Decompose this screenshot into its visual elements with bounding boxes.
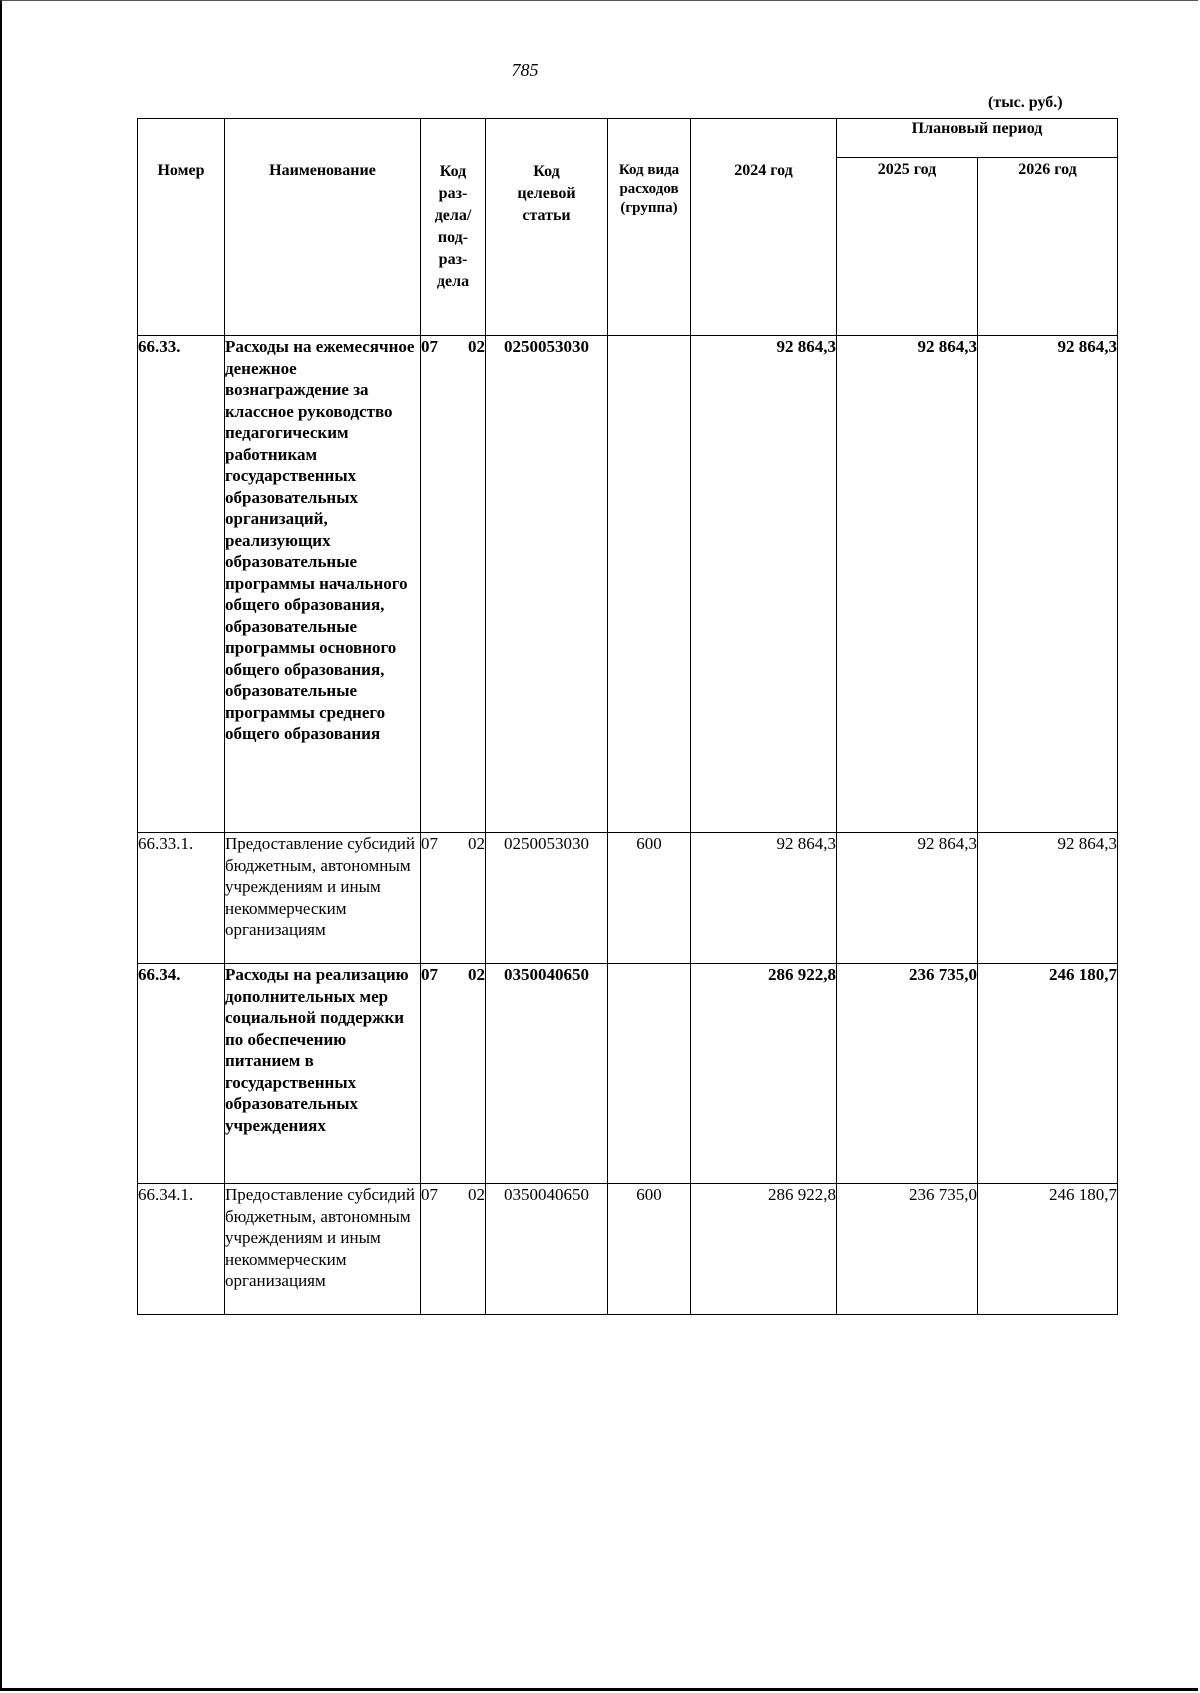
header-2025: 2025 год xyxy=(837,158,978,336)
row-2025: 236 735,0 xyxy=(837,1184,978,1315)
table-row xyxy=(138,1184,1118,1315)
row-podrazdel-code: 02 xyxy=(468,1185,485,1204)
row-number: 66.34.1. xyxy=(138,1184,225,1315)
row-name: Предоставление субсидий бюджетным, автономным учреждениям и иным некоммерческим организациям xyxy=(225,1184,421,1315)
row-celevoy: 0250053030 xyxy=(486,833,608,964)
header-razdel-line: дела/ xyxy=(434,207,472,224)
row-razdel-code: 07 xyxy=(421,337,438,356)
row-2024: 92 864,3 xyxy=(691,833,837,964)
budget-table xyxy=(137,118,1118,1315)
header-vid xyxy=(608,119,691,336)
row-2025: 236 735,0 xyxy=(837,964,978,1184)
row-vid xyxy=(608,336,691,833)
header-2026: 2026 год xyxy=(978,158,1118,336)
row-name: Предоставление субсидий бюджетным, автономным учреждениям и иным некоммерческим организациям xyxy=(225,833,421,964)
row-podrazdel-code: 02 xyxy=(468,965,485,984)
row-number: 66.33. xyxy=(138,336,225,833)
header-razdel xyxy=(421,119,486,336)
row-number: 66.34. xyxy=(138,964,225,1184)
table-row xyxy=(138,833,1118,964)
header-celevoy-line: Код xyxy=(533,163,560,180)
header-vid-line: Код вида xyxy=(618,162,680,178)
row-razdel-code: 07 xyxy=(421,1185,438,1204)
header-celevoy xyxy=(486,119,608,336)
header-vid-line: (группа) xyxy=(620,200,678,216)
row-2025: 92 864,3 xyxy=(837,336,978,833)
row-celevoy: 0350040650 xyxy=(486,1184,608,1315)
row-2024: 286 922,8 xyxy=(691,1184,837,1315)
row-podrazdel-code: 02 xyxy=(468,337,485,356)
row-podrazdel-code: 02 xyxy=(468,834,485,853)
header-row-top xyxy=(138,119,1118,158)
header-celevoy-line: целевой xyxy=(517,185,576,202)
header-planned-period: Плановый период xyxy=(837,119,1118,158)
row-name: Расходы на ежемесячное денежное вознаграждение за классное руководство педагогическим работникам государственных образовательных организаций, реализующих образовательные программы начального общего образования, образовательные программы основного общего образования, образовательные программы среднего общего образования xyxy=(225,336,421,833)
row-2026: 246 180,7 xyxy=(978,1184,1118,1315)
row-razdel-code: 07 xyxy=(421,965,438,984)
page-number: 785 xyxy=(511,60,539,80)
row-razdel xyxy=(421,833,486,964)
row-razdel xyxy=(421,964,486,1184)
row-vid: 600 xyxy=(608,833,691,964)
row-2026: 92 864,3 xyxy=(978,336,1118,833)
units-label: (тыс. руб.) xyxy=(988,94,1063,111)
row-name: Расходы на реализацию дополнительных мер социальной поддержки по обеспечению питанием в государственных образовательных учреждениях xyxy=(225,964,421,1184)
header-razdel-line: Код xyxy=(439,163,467,180)
header-celevoy-line: статьи xyxy=(522,207,571,224)
header-number: Номер xyxy=(138,119,225,336)
row-vid: 600 xyxy=(608,1184,691,1315)
header-razdel-line: раз- xyxy=(438,251,468,268)
row-razdel xyxy=(421,1184,486,1315)
row-2024: 92 864,3 xyxy=(691,336,837,833)
row-2026: 246 180,7 xyxy=(978,964,1118,1184)
header-name: Наименование xyxy=(225,119,421,336)
header-razdel-line: дела xyxy=(436,273,470,290)
row-razdel xyxy=(421,336,486,833)
table-row xyxy=(138,336,1118,833)
row-celevoy: 0250053030 xyxy=(486,336,608,833)
row-2026: 92 864,3 xyxy=(978,833,1118,964)
row-number: 66.33.1. xyxy=(138,833,225,964)
row-razdel-code: 07 xyxy=(421,834,438,853)
header-vid-line: расходов xyxy=(619,181,679,197)
row-2024: 286 922,8 xyxy=(691,964,837,1184)
header-2024: 2024 год xyxy=(691,119,837,336)
row-celevoy: 0350040650 xyxy=(486,964,608,1184)
table-row xyxy=(138,964,1118,1184)
row-2025: 92 864,3 xyxy=(837,833,978,964)
header-razdel-line: раз- xyxy=(438,185,468,202)
row-vid xyxy=(608,964,691,1184)
header-razdel-line: под- xyxy=(437,229,469,246)
